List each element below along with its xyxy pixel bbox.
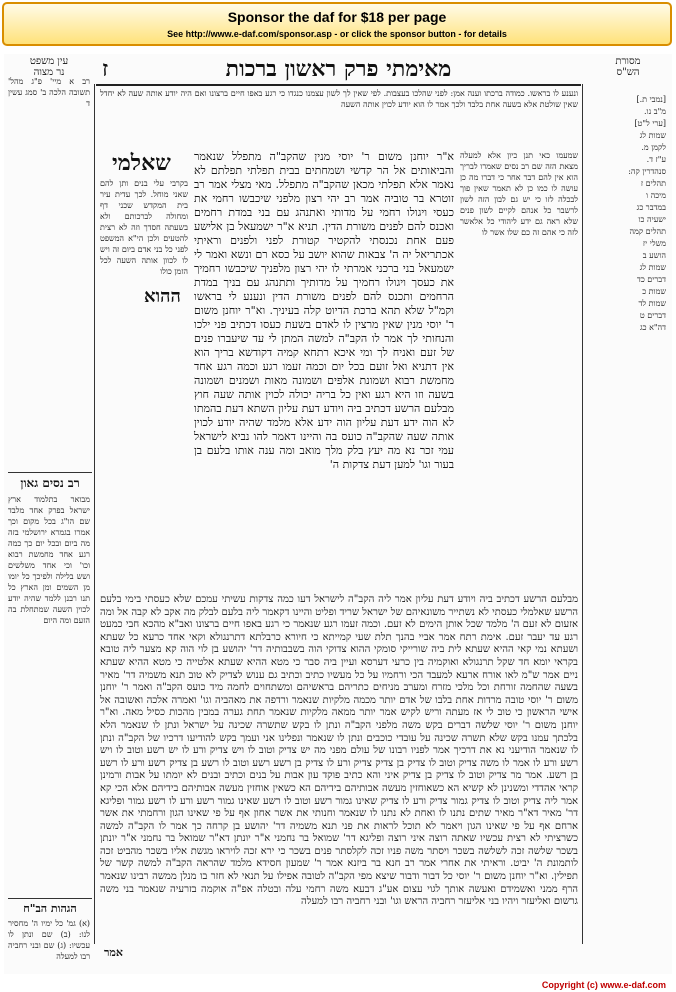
gemara-lower-text: מבלעם הרשע דכתיב ביה ויודע דעת עליון אמר ליה הקב"ה לישראל דעו כמה צדקות עשיתי עמכם שלא כעסתי בימי בלעם הרשע שאלמלי כעסתי לא נשתייר משונאיהם של ישראל שריד ופליט והיינו דקאמר ליה בלעם לבלק מה אקב לא קבה אל ומה אזעום לא זעם ה' מלמד שכל אותן הימים לא זעם. וכמה זעמו רגע שנאמר כי רגע באפו חיים ברצונו ואב"א מהכא חבי כמעט רגע עד יעבר זעם. אימת רתח אמר אביי בהנך תלת שעי קמייתא כי חיורא כרבלתא דתרנגולא וקאי אחד כרעא כל שעתא ושעתא נמי קאי ההיא שעתא לית ביה שורייקי סומקי ההוא צדוקי הוה בשבבותיה דר' יהושע בן לוי הוה קא מצער ליה טובא בקראי יומא חד שקל תרנגולא ואוקמיה בין כרעי דערסא ועיין ביה סבר כי מטא ההיא שעתא אלטייה כי מטא ההיא שעתא ניים אמר ש"מ לאו אורח ארעא למעבד הכי ורחמיו על כל מעשיו כתיב וכתיב גם ענוש לצדיק לא טוב תנא משמיה דר' מאיר בשעה שהחמה זורחת וכל מלכי מזרח ומערב מניחים כתריהם בראשיהם ומשתחוים לחמה מיד כועס הקב"ה ואמר ר' יוחנן משום ר' יוסי טובה מרדות אחת בלבו של אדם יותר מכמה מלקיות שנאמר ורדפה את מאהביה וגו' ואמרה אלכה ואשובה אל אישי הראשון כי טוב לי אז מעתה וריש לקיש אמר יותר ממאה מלקיות שנאמר תחת גערה במבין מהכות כסיל מאה. וא"ר יוחנן משום ר' יוסי שלשה דברים בקש משה מלפני הקב"ה ונתן לו בקש שתשרה שכינה על ישראל ונתן לו שנאמר הלא בלכתך עמנו בקש שלא תשרה שכינה על עובדי כוכבים ונתן לו שנאמר ונפלינו אני ועמך בקש להודיעו דרכיו של הקב"ה ונתן לו שנאמר הודיעני נא את דרכיך אמר לפניו רבונו של עולם מפני מה יש צדיק וטוב לו ויש צדיק ורע לו יש רשע וטוב לו ויש רשע ורע לו אמר לו משה צדיק וטוב לו צדיק בן צדיק צדיק ורע לו צדיק בן רשע רשע וטוב לו רשע בן צדיק רשע ורע לו רשע בן רשע. אמר מר צדיק וטוב לו צדיק בן צדיק איני והא כתיב פוקד עון אבות על בנים וכתיב ובנים לא יומתו על אבות ורמינן קראי אהדדי ומשנינן לא קשיא הא כשאוחזין מעשה אבותיהם בידיהם הא כשאין אוחזין מעשה אבותיהם בידיהם אלא הכי קא אמר ליה צדיק וטוב לו צדיק גמור צדיק ורע לו צדיק שאינו גמור רשע וטוב לו רשע שאינו גמור רשע ורע לו רשע גמור ופליגא דר' מאיר דא"ר מאיר שתים נתנו לו ואחת לא נתנו לו שנאמר וחנותי את אשר אחון אף על פי שאינו הגון ורחמתי את אשר ארחם אף על פי שאינו הגון ויאמר לא תוכל לראות את פני תנא משמיה דר' יהושע בן קרחה כך אמר לו הקב"ה למשה כשרציתי לא רצית עכשיו שאתה רוצה איני רוצה ופליגא דר' שמואל בר נחמני א"ר יונתן דא"ר שמואל בר נחמני א"ר יונתן בשכר שלשה זכה לשלשה בשכר ויסתר משה פניו זכה לקלסתר פנים בשכר כי ירא זכה לויראו מגשת אליו בשכר מהביט זכה לותמונת ה' יביט. וראיתי את אחרי אמר רב חנא בר ביזנא אמר ר' שמעון חסידא מלמד שהראה הקב"ה למשה קשר של תפילין. וא"ר יוחנן משום ר' יוסי כל דבור ודבור שיצא מפי הקב"ה לטובה אפילו על תנאי לא חזר בו מנלן ממשה רבינו שנאמר הרף ממני ואשמידם ואעשה אותך לגוי עצום אע"ג דבעא משה רחמי עלה ובטלה אפ"ה אוקמה בזרעיה שנאמר בני משה גרשום ואליעזר ויהיו בני אליעזר רחביה הראש וגו' ובני רחביה רבו למעלה: [100, 594, 578, 908]
daf-number: ז: [102, 56, 109, 82]
rav-nissim-text: מבואר בתלמוד ארץ ישראל בפרק אחד מלבד שם הו"ג בכל מקום וכך אמרו בגמרא ירושלמי בזה מה ביום ובכל יום כך כמה רגע אחד מחמשת רבוא וכו' וכי אחד משלשים ושש בלילה ולפיכך כל יומו מן השמים ומן הארץ כל תנו רבנן ללמד שהיה יודע לכוין השעה שמתחלת בה הזעם ומה היום: [8, 495, 90, 625]
right-margin-rule: [582, 84, 583, 944]
ein-mishpat-text: רב א מיי' פ"ג מהל' תשובה הלכה ב' סמג עשין ד: [8, 77, 90, 108]
rav-nissim-label: רב נסים גאון: [20, 476, 80, 490]
tosafot-top-text: ונענע לו בראשו. כמודה ברכתו וענה אמן: לפני שהלכו בעצבות. לפי שאין לך לשון עצמנו כנגדו כי רגע באפו חיים ברצונו ואם היה יודע אותה שעה לא יחדל שאין שולטת אלא בשעה אחת בלבד ולכך אמר לו הוא יודע לכוין אותה השעה: [100, 89, 578, 109]
sponsor-subtitle[interactable]: See http://www.e-daf.com/sponsor.asp - or click the sponsor button - for details: [167, 29, 507, 39]
ein-mishpat-label: עין משפט נר מצוה: [29, 56, 69, 78]
sponsor-title[interactable]: Sponsor the daf for $18 per page: [227, 9, 447, 25]
massoret-text: [נמבי ת.] מ"ב נו. [ערי ל"ט] שמות לג לקמן מ. ע"ז ד. סנהדרין קה: תהלים ז מיכה ו במדבר כג ישעיה כו תהלים קמה משלי יז הושע ב שמות לג דברים כד שמות כ שמות לד דברים ט דה"א כג: [628, 95, 666, 332]
rashi-left-text: בקרבי עלי בנים ותן להם שאני מוחל. לכך עדית עיר בית המקדש שכני דף ומחולה לברכותם ולא בשעתה חסדך וזה לא רצית להטעים ולכן הי"א המשפט לפני כל בני אדם ביום זה ויש לו לכוון אותה השעה לכל הזמן כולו: [100, 179, 188, 276]
hagahot-label: הגהות הב"ח: [23, 902, 77, 915]
catchword-amar: אמר: [104, 946, 123, 959]
gemara-main-text: א"ר יוחנן משום ר' יוסי מנין שהקב"ה מתפלל שנאמר והביאותים אל הר קדשי ושמחתים בבית תפלתי תפלתם לא נאמר אלא תפלתי מכאן שהקב"ה מתפלל. מאי מצלי אמר רב זוטרא בר טוביה אמר רב יהי רצון מלפני שיכבשו רחמי את כעסי ויגולו רחמי על מדותי ואתנהג עם בני במדת רחמים ואכנס להם לפנים משורת הדין. תניא א"ר ישמעאל בן אלישע פעם אחת נכנסתי להקטיר קטורת לפני ולפנים וראיתי אכתריאל יה ה' צבאות שהוא יושב על כסא רם ונשא ואמר לי ישמעאל בני ברכני אמרתי לו יהי רצון מלפניך שיכבשו רחמיך את כעסך ויגולו רחמיך על מדותיך ותתנהג עם בניך במדת הרחמים ותכנס להם לפנים משורת הדין ונענע לי בראשו וקמ"ל שלא תהא ברכת הדיוט קלה בעיניך. וא"ר יוחנן משום ר' יוסי מנין שאין מרצין לו לאדם בשעת כעסו דכתיב פני ילכו והנחותי לך אמר לו הקב"ה למשה המתן לי עד שיעברו פנים של זעם ואניח לך ומי איכא רתחא קמיה דקודשא בריך הוא אין דתניא ואל זועם בכל יום וכמה זעמו רגע וכמה רגע אחד מחמשת רבוא ושמונת אלפים ושמונה מאות ושמנים ושמונה בשעה וזו היא רגע ואין כל בריה יכולה לכוין אותה שעה חוץ מבלעם הרשע דכתיב ביה ויודע דעת עליון השתא דעת בהמתו לא הוה ידע דעת עליון הוה ידע אלא מלמד שהיה יודע לכוין אותה שעה שהקב"ה כועס בה והיינו דאמר להו נביא לישראל עמי זכר נא מה יעץ בלק מלך מואב ומה ענה אותו בלעם בן בעור וגו' למען דעת צדקות ה': [194, 150, 454, 471]
hagahot-rule: [8, 898, 92, 899]
copyright-link[interactable]: Copyright (c) www.e-daf.com: [541, 980, 666, 990]
page-header-title: מאימתי פרק ראשון ברכות: [225, 56, 452, 82]
massoret-label: מסורת הש"ס: [615, 56, 641, 78]
page-header: [96, 56, 581, 86]
word-shalmi: שאלמי: [112, 150, 171, 176]
word-hahu: ההוא: [144, 286, 181, 307]
rav-nissim-rule: [8, 472, 92, 473]
talmud-page: [4, 54, 672, 974]
sponsor-banner[interactable]: [2, 2, 672, 46]
hagahot-text: (א) גמ' כל ימיו ה' מחסיר לנו: (ב) שם ונתן לו עכשיו: (ג) שם ובני רחביה רבו למעלה: [8, 919, 90, 961]
left-margin-rule: [94, 84, 95, 944]
tosafot-right-text: שמעמו כאי תנן כיון אלא למעלה מצאת הזה שם רב נסים שאמרו לבריך הוא אין להם דבר אחר כי דברו מה כן עושה לו כמו כן לא תאמר שאין פוך לבכלה לזו כי יש גם לבון הזה לשון לרשבר כל אנהם לקיים לשון פנים שלא ראה גם ידע ליהודי כל אלאשר לזה כי אהם זה כם שלו אשר לו: [460, 151, 578, 237]
